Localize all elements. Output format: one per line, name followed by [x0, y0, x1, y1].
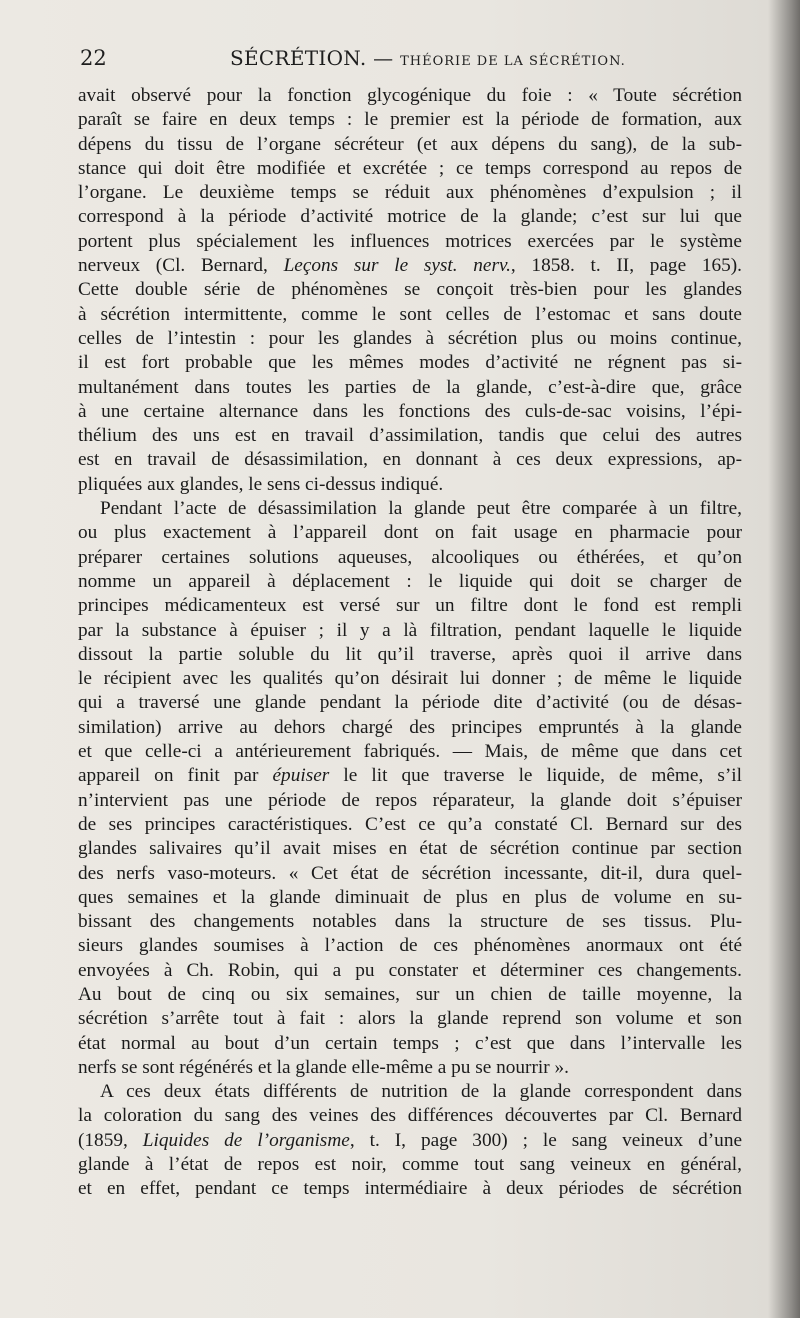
- header-separator: —: [366, 46, 401, 70]
- text-line: stance qui doit être modifiée et excrétée ; ce temps correspond au repos de: [78, 157, 742, 179]
- text-line: l’organe. Le deuxième temps se réduit aux phénomènes d’expulsion ; il: [78, 182, 742, 204]
- text-line: [78, 764, 742, 788]
- text-line: à une certaine alternance dans les fonctions des culs-de-sac voisins, l’épi-: [78, 400, 742, 422]
- italic-citation: épuiser: [272, 765, 330, 787]
- page-number: 22: [80, 46, 107, 70]
- text-line: glandes salivaires qu’il avait mises en état de sécrétion continue par section: [78, 838, 742, 860]
- text-line: le récipient avec les qualités qu’on désirait lui donner ; de même le liquide: [78, 668, 742, 690]
- text-line: avait observé pour la fonction glycogénique du foie : « Toute sécrétion: [78, 85, 742, 106]
- text-line: Cette double série de phénomènes se conçoit très-bien pour les glandes: [78, 279, 742, 301]
- text-line: correspond à la période d’activité motrice de la glande; c’est sur lui que: [78, 206, 742, 228]
- text-segment: le lit que traverse le liquide, de même, s’il: [329, 765, 742, 787]
- text-line: thélium des uns est en travail d’assimilation, tandis que celui des autres: [78, 425, 742, 447]
- text-line: envoyées à Ch. Robin, qui a pu constater et déterminer ces changements.: [78, 959, 742, 981]
- text-line: Pendant l’acte de désassimilation la glande peut être comparée à un filtre,: [100, 498, 742, 520]
- body-text: [78, 84, 742, 1202]
- text-line: dissout la partie soluble du lit qu’il traverse, après quoi il arrive dans: [78, 643, 742, 665]
- text-segment: (1859,: [78, 1129, 143, 1151]
- text-line: [78, 1129, 742, 1153]
- text-line: dépens du tissu de l’organe sécréteur (et aux dépens du sang), de la sub-: [78, 133, 742, 155]
- text-line: nerfs se sont régénérés et la glande elle-même a pu se nourrir ».: [78, 1056, 569, 1078]
- text-line: préparer certaines solutions aqueuses, alcooliques ou éthérées, et qu’on: [78, 546, 742, 568]
- text-line: il est fort probable que les mêmes modes d’activité ne régnent pas si-: [78, 352, 742, 374]
- text-line: et en effet, pendant ce temps intermédiaire à deux périodes de sécrétion: [78, 1178, 742, 1200]
- text-line: à sécrétion intermittente, comme le sont celles de l’estomac et sans doute: [78, 303, 742, 325]
- text-line: sieurs glandes soumises à l’action de ces phénomènes anormaux ont été: [78, 935, 742, 957]
- text-line: pliquées aux glandes, le sens ci-dessus indiqué.: [78, 473, 444, 495]
- text-line: principes médicamenteux est versé sur un filtre dont le fond est rempli: [78, 595, 742, 617]
- text-segment: nerveux (Cl. Bernard,: [78, 255, 284, 277]
- section-title: THÉORIE DE LA SÉCRÉTION.: [400, 54, 626, 69]
- text-line: portent plus spécialement les influences motrices exercées par le système: [78, 230, 742, 252]
- text-line: bissant des changements notables dans la structure de ses tissus. Plu-: [78, 911, 742, 933]
- text-line: des nerfs vaso-moteurs. « Cet état de sécrétion incessante, dit-il, dura quel-: [78, 862, 742, 884]
- text-line: paraît se faire en deux temps : le premier est la période de formation, aux: [78, 109, 742, 131]
- text-line: ques semaines et la glande diminuait de plus en plus de volume en su-: [78, 886, 742, 908]
- text-segment: , t. I, page 300) ; le sang veineux d’une: [349, 1129, 743, 1151]
- text-line: glande à l’état de repos est noir, comme tout sang veineux en général,: [78, 1154, 742, 1176]
- text-line: celles de l’intestin : pour les glandes à sécrétion plus ou moins continue,: [78, 327, 742, 349]
- text-line: similation) arrive au dehors chargé des principes empruntés à la glande: [78, 716, 742, 738]
- text-line: qui a traversé une glande pendant la période dite d’activité (ou de désas-: [78, 692, 742, 714]
- text-line: état normal au bout d’un certain temps ; c’est que dans l’intervalle les: [78, 1032, 742, 1054]
- italic-citation: Liquides de l’organisme: [142, 1129, 350, 1151]
- text-line: n’intervient pas une période de repos réparateur, la glande doit s’épuiser: [78, 789, 742, 811]
- running-header: [80, 46, 740, 76]
- text-line: par la substance à épuiser ; il y a là filtration, pendant laquelle le liquide: [78, 619, 742, 641]
- text-line: multanément dans toutes les parties de la glande, c’est-à-dire que, grâce: [78, 376, 742, 398]
- text-line: de ses principes caractéristiques. C’est ce qu’a constaté Cl. Bernard sur des: [78, 813, 742, 835]
- text-line: et que celle-ci a antérieurement fabriqués. — Mais, de même que dans cet: [78, 741, 742, 763]
- text-line: sécrétion s’arrête tout à fait : alors la glande reprend son volume et son: [78, 1008, 742, 1030]
- text-line: nomme un appareil à déplacement : le liquide qui doit se charger de: [78, 570, 742, 592]
- text-line: [78, 254, 742, 278]
- text-line: est en travail de désassimilation, en donnant à ces deux expressions, ap-: [78, 449, 742, 471]
- italic-citation: Leçons sur le syst. nerv.: [283, 255, 511, 277]
- text-line: Au bout de cinq ou six semaines, sur un chien de taille moyenne, la: [78, 983, 742, 1005]
- chapter-title: SÉCRÉTION.: [230, 46, 367, 70]
- text-segment: , 1858. t. II, page 165).: [510, 255, 742, 277]
- text-line: la coloration du sang des veines des différences découvertes par Cl. Bernard: [78, 1105, 742, 1127]
- text-segment: appareil on finit par: [78, 765, 273, 787]
- header-title: [230, 46, 626, 70]
- text-line: ou plus exactement à l’appareil dont on fait usage en pharmacie pour: [78, 522, 742, 544]
- text-line: A ces deux états différents de nutrition de la glande correspondent dans: [100, 1081, 742, 1103]
